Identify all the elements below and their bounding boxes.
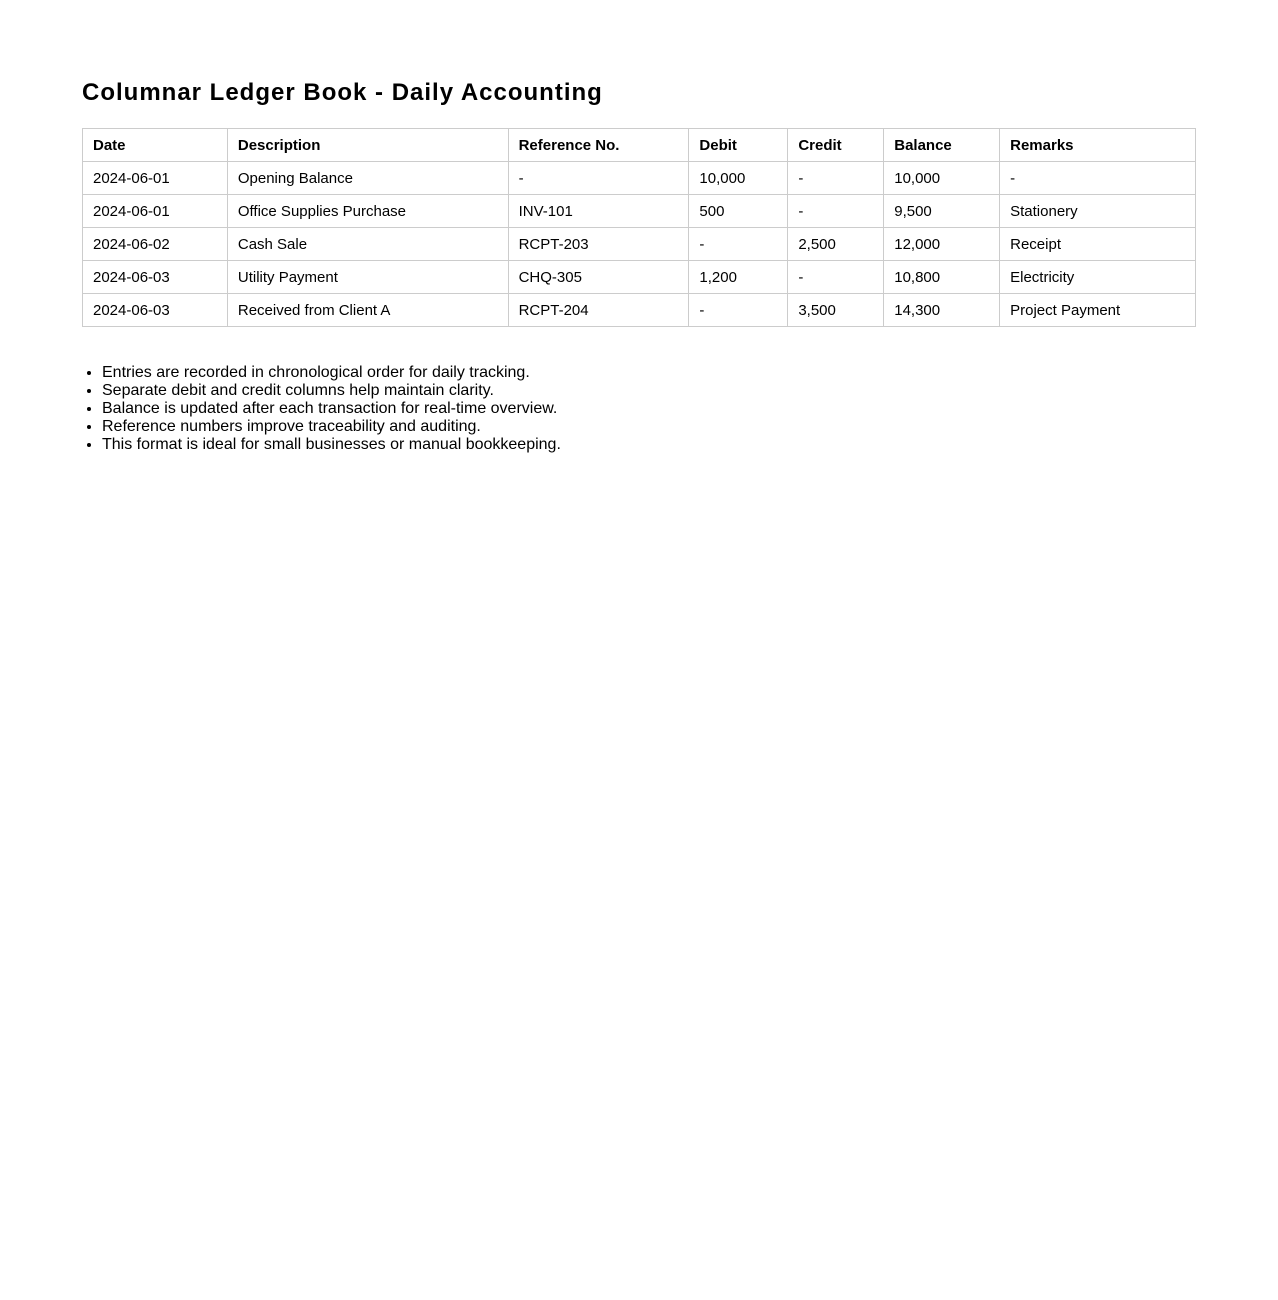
cell-description: Office Supplies Purchase bbox=[227, 195, 508, 228]
table-row bbox=[83, 162, 1196, 195]
cell-balance: 12,000 bbox=[884, 228, 1000, 261]
ledger-table bbox=[82, 128, 1196, 327]
cell-description: Cash Sale bbox=[227, 228, 508, 261]
column-header-remarks: Remarks bbox=[1000, 129, 1196, 162]
cell-reference: CHQ-305 bbox=[508, 261, 689, 294]
column-header-description: Description bbox=[227, 129, 508, 162]
list-item: • Reference numbers improve traceability and auditing. bbox=[102, 418, 561, 436]
cell-date: 2024-06-03 bbox=[83, 261, 228, 294]
cell-balance: 9,500 bbox=[884, 195, 1000, 228]
list-item: • Balance is updated after each transaction for real-time overview. bbox=[102, 400, 561, 418]
cell-remarks: Stationery bbox=[1000, 195, 1196, 228]
column-header-balance: Balance bbox=[884, 129, 1000, 162]
list-item: • Entries are recorded in chronological order for daily tracking. bbox=[102, 364, 561, 382]
cell-remarks: Electricity bbox=[1000, 261, 1196, 294]
column-header-date: Date bbox=[83, 129, 228, 162]
page-title: Columnar Ledger Book - Daily Accounting bbox=[82, 79, 603, 106]
notes-list bbox=[82, 364, 561, 454]
cell-credit: 3,500 bbox=[788, 294, 884, 327]
list-item: • This format is ideal for small businesses or manual bookkeeping. bbox=[102, 436, 561, 454]
cell-credit: - bbox=[788, 195, 884, 228]
cell-reference: - bbox=[508, 162, 689, 195]
cell-description: Utility Payment bbox=[227, 261, 508, 294]
column-header-credit: Credit bbox=[788, 129, 884, 162]
cell-credit: 2,500 bbox=[788, 228, 884, 261]
cell-description: Opening Balance bbox=[227, 162, 508, 195]
cell-credit: - bbox=[788, 261, 884, 294]
cell-debit: 500 bbox=[689, 195, 788, 228]
cell-remarks: - bbox=[1000, 162, 1196, 195]
cell-debit: - bbox=[689, 294, 788, 327]
cell-reference: INV-101 bbox=[508, 195, 689, 228]
cell-date: 2024-06-03 bbox=[83, 294, 228, 327]
list-item: • Separate debit and credit columns help maintain clarity. bbox=[102, 382, 561, 400]
table-row bbox=[83, 195, 1196, 228]
cell-date: 2024-06-02 bbox=[83, 228, 228, 261]
cell-description: Received from Client A bbox=[227, 294, 508, 327]
cell-balance: 14,300 bbox=[884, 294, 1000, 327]
cell-debit: 10,000 bbox=[689, 162, 788, 195]
table-header-row bbox=[83, 129, 1196, 162]
cell-reference: RCPT-203 bbox=[508, 228, 689, 261]
cell-reference: RCPT-204 bbox=[508, 294, 689, 327]
cell-balance: 10,800 bbox=[884, 261, 1000, 294]
cell-remarks: Receipt bbox=[1000, 228, 1196, 261]
table-row bbox=[83, 261, 1196, 294]
cell-debit: 1,200 bbox=[689, 261, 788, 294]
cell-balance: 10,000 bbox=[884, 162, 1000, 195]
cell-credit: - bbox=[788, 162, 884, 195]
cell-date: 2024-06-01 bbox=[83, 195, 228, 228]
column-header-debit: Debit bbox=[689, 129, 788, 162]
table-row bbox=[83, 228, 1196, 261]
column-header-reference: Reference No. bbox=[508, 129, 689, 162]
cell-date: 2024-06-01 bbox=[83, 162, 228, 195]
cell-remarks: Project Payment bbox=[1000, 294, 1196, 327]
cell-debit: - bbox=[689, 228, 788, 261]
table-row bbox=[83, 294, 1196, 327]
